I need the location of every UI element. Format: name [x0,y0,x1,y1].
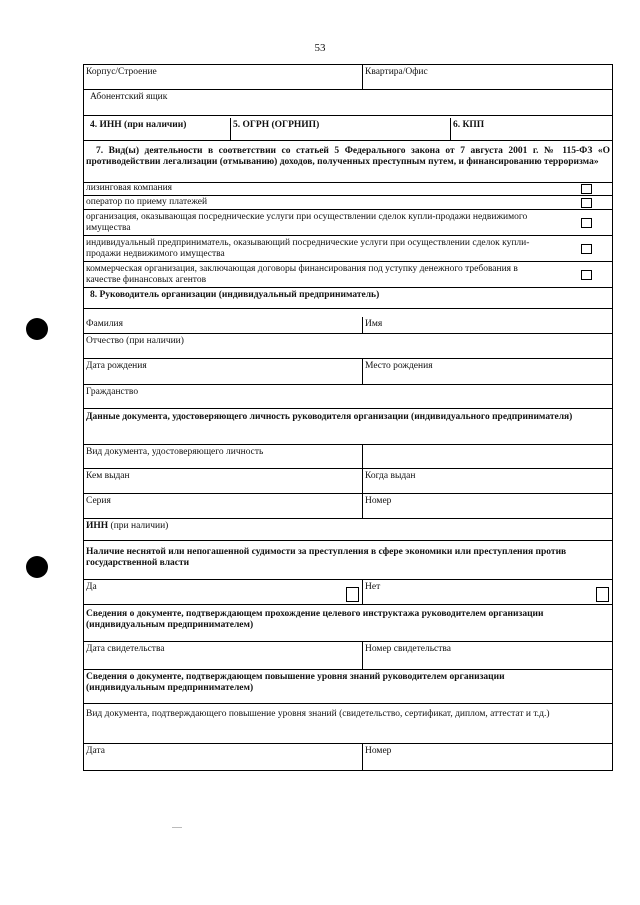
data-label: Дата [86,746,105,756]
section8-title-text: 8. Руководитель организации (индивидуальный предприниматель) [90,290,380,300]
net-label: Нет [365,582,381,592]
inn-person-field[interactable] [84,519,612,540]
imya-field[interactable] [362,317,612,333]
payments-checkbox[interactable] [581,198,592,208]
kvartira-field[interactable] [362,65,612,89]
section8-title [84,288,612,308]
page-number: 53 [314,42,326,54]
instruktazh-title: Сведения о документе, подтверждающем прохождение целевого инструктажа руководителем организации (индивидуальным предпринимателем) [86,609,544,630]
binder-hole-bottom [26,556,48,578]
row-doc-title [84,409,612,445]
row-inn [84,519,612,541]
net-checkbox[interactable] [596,587,609,602]
doc-title: Данные документа, удостоверяющего личность руководителя организации (индивидуального предпринимателя) [86,412,573,422]
kpp-field[interactable] [450,118,612,140]
binder-hole-top [26,318,48,340]
row-building [84,65,612,90]
ip-realty-checkbox[interactable] [581,244,592,254]
row-activity-ip-realty [84,236,612,262]
row-activity-payments [84,196,612,210]
nomer-svid-field[interactable] [362,642,612,669]
activity-ip-realty [84,236,612,261]
vid-doc-znaniy-field[interactable] [84,704,612,743]
scan-mark [172,827,182,828]
row-svid [84,642,612,670]
inn-person-prefix: ИНН [86,521,109,531]
activity-org-realty [84,210,612,235]
section7-title: 7. Вид(ы) деятельности в соответствии со статьей 5 Федерального закона от 7 августа 2001 г. № 115-ФЗ «О противодействии легализации (отмыванию) доходов, полученных преступным путем, и финансированию терроризма» [86,146,610,167]
row-citizenship [84,385,612,409]
otchestvo-label: Отчество (при наличии) [86,336,184,346]
row-activity-org-realty [84,210,612,236]
seriya-label: Серия [86,496,111,506]
nomer-label: Номер [365,496,392,506]
row-ids [84,116,612,141]
activity-leasing-label: лизинговая компания [86,183,173,193]
data-field[interactable] [84,744,362,770]
commercial-checkbox[interactable] [581,270,592,280]
kvartira-label: Квартира/Офис [365,67,428,77]
povyshenie-title: Сведения о документе, подтверждающем повышение уровня знаний руководителем организации (индивидуальным предпринимателем) [86,672,505,693]
sudimost-yes [84,580,362,604]
seriya-field[interactable] [84,494,362,518]
activity-ip-realty-label: индивидуальный предприниматель, оказывающий посреднические услуги при осуществлении сделок купли-продажи недвижимого имущества [86,238,530,259]
sudimost-no [362,580,612,604]
row-sudimost-answer [84,580,612,605]
activity-commercial [84,262,612,287]
kem-vydan-label: Кем выдан [86,471,130,481]
sudimost-title: Наличие неснятой или непогашенной судимости за преступления в сфере экономики или преступления против государственной власти [86,547,567,568]
row-activity-commercial [84,262,612,288]
kogda-vydan-label: Когда выдан [365,471,416,481]
row-instruktazh-title [84,605,612,642]
abon-yashik-field[interactable] [84,90,612,115]
grazhdanstvo-field[interactable] [84,385,612,408]
familiya-field[interactable] [84,317,362,333]
row-section7-title [84,141,612,183]
row-birth [84,359,612,385]
row-patronymic [84,334,612,359]
row-activity-leasing [84,183,612,196]
leasing-checkbox[interactable] [581,184,592,194]
nomer-svid-label: Номер свидетельства [365,644,452,654]
activity-payments-label: оператор по приему платежей [86,197,208,207]
row-name [84,309,612,334]
activity-commercial-label: коммерческая организация, заключающая договоры финансирования под уступку денежного требования в качестве финансовых агентов [86,264,518,285]
data-svid-field[interactable] [84,642,362,669]
familiya-label: Фамилия [86,319,124,329]
data-rozhd-label: Дата рождения [86,361,147,371]
ogrn-field[interactable] [230,118,450,140]
vid-doc-label: Вид документа, удостоверяющего личность [86,447,264,457]
row-sudimost-title [84,541,612,580]
activity-payments [84,196,612,209]
da-checkbox[interactable] [346,587,359,602]
korpus-field[interactable] [84,65,362,89]
row-po-box [84,90,612,116]
inn-field[interactable] [84,118,230,140]
nomer2-field[interactable] [362,744,612,770]
row-section8-title [84,288,612,309]
korpus-label: Корпус/Строение [86,67,157,77]
abon-yashik-label: Абонентский ящик [90,92,168,102]
otchestvo-field[interactable] [84,334,612,358]
activity-leasing [84,183,612,195]
row-vid-doc-znaniy [84,704,612,744]
row-povyshenie-title [84,670,612,704]
vid-doc-field[interactable] [84,445,362,468]
row-issued [84,469,612,494]
kem-vydan-field[interactable] [84,469,362,493]
row-series [84,494,612,519]
row-date-number [84,744,612,771]
inn-label: 4. ИНН (при наличии) [90,120,187,130]
imya-label: Имя [365,319,383,329]
inn-person-suffix: (при наличии) [108,521,169,531]
mesto-rozhd-label: Место рождения [365,361,433,371]
kpp-label: 6. КПП [453,120,485,130]
mesto-rozhd-field[interactable] [362,359,612,384]
vid-doc-znaniy-label: Вид документа, подтверждающего повышение уровня знаний (свидетельство, сертификат, диплом, аттестат и т.д.) [86,709,550,719]
nomer-field[interactable] [362,494,612,518]
nomer2-label: Номер [365,746,392,756]
da-label: Да [86,582,97,592]
organization-form [83,64,613,771]
vid-doc-value[interactable] [362,445,612,468]
row-doc-type [84,445,612,469]
org-realty-checkbox[interactable] [581,218,592,228]
data-rozhd-field[interactable] [84,359,362,384]
data-svid-label: Дата свидетельства [86,644,165,654]
activity-org-realty-label: организация, оказывающая посреднические услуги при осуществлении сделок купли-продажи недвижимого имущества [86,212,528,233]
kogda-vydan-field[interactable] [362,469,612,493]
grazhdanstvo-label: Гражданство [86,387,139,397]
ogrn-label: 5. ОГРН (ОГРНИП) [233,120,320,130]
